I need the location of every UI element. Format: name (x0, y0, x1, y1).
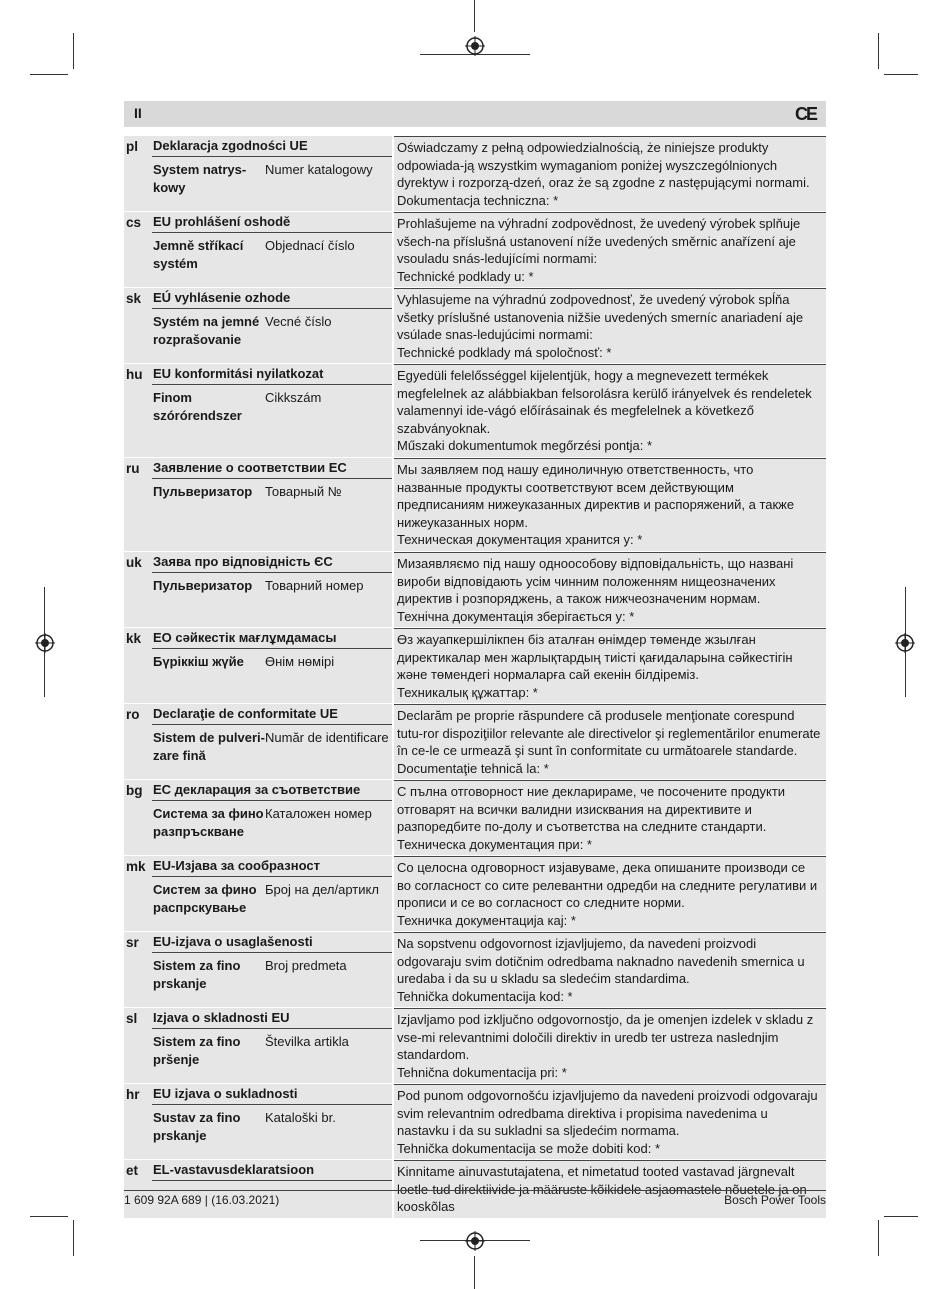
declaration-text (394, 704, 826, 779)
technical-docs: Tehnička dokumentacija se može dobiti kod: * (397, 1140, 661, 1156)
technical-docs: Documentaţie tehnică la: * (397, 760, 549, 776)
product-info (152, 233, 392, 273)
technical-docs: Technické podklady u: * (397, 268, 534, 284)
product-info (152, 877, 392, 917)
language-code: uk (126, 555, 142, 570)
declaration-row (124, 704, 826, 780)
declaration-title: Заявление о соответствии ЕС (152, 458, 392, 479)
declaration-text (394, 552, 826, 627)
product-info (152, 157, 392, 197)
declaration-row (124, 288, 826, 364)
product-name: Sistem za fino prskanje (153, 958, 241, 991)
product-info (152, 573, 392, 595)
language-code: bg (126, 783, 143, 798)
left-column (152, 932, 392, 993)
declaration-row (124, 364, 826, 458)
declaration-text (394, 212, 826, 287)
language-code: ro (126, 707, 140, 722)
declaration-body: Izjavljamo pod izključno odgovornostjo, da je omenjen izdelek v skladu z vse-mi relevantnimi določili direktiv in uredb ter ustreza naslednjim standardom. (397, 1012, 814, 1062)
product-name: Пульверизатор (153, 484, 253, 499)
technical-docs: Műszaki dokumentumok megőrzési pontja: * (397, 438, 653, 453)
product-name: Jemně stříkací systém (153, 238, 244, 271)
crop-mark (884, 74, 918, 75)
technical-docs: Dokumentacja techniczna: * (397, 192, 559, 208)
number-label: Numer katalogowy (265, 162, 373, 177)
left-column (152, 1084, 392, 1145)
declaration-body: Pod punom odgovornošću izjavljujemo da navedeni proizvodi odgovaraju svim relevantnim odredbama direktiva i propisima navedenima u nastavku i da su sukladni sa sljedećim normama. (397, 1088, 818, 1138)
left-column (152, 1160, 392, 1185)
declaration-title: ЕС декларация за съответствие (152, 780, 392, 801)
product-name: Sustav za fino prskanje (153, 1110, 241, 1143)
left-column (152, 136, 392, 197)
crop-mark (474, 0, 475, 32)
number-label: Objednací číslo (265, 238, 355, 253)
registration-icon (895, 633, 915, 653)
left-column (152, 856, 392, 917)
declaration-table (124, 136, 826, 1219)
language-code: kk (126, 631, 142, 646)
declaration-text (394, 136, 826, 211)
declaration-row (124, 552, 826, 628)
technical-docs: Tehnična dokumentacija pri: * (397, 1064, 567, 1080)
registration-icon (35, 633, 55, 653)
declaration-title: ЕО сәйкестік мағлұмдамасы (152, 628, 392, 649)
crop-mark (73, 1220, 74, 1256)
number-label: Број на дел/артикл (265, 882, 379, 897)
declaration-row (124, 628, 826, 704)
product-name: Система за фино разпръскване (153, 806, 264, 839)
language-code: hu (126, 367, 143, 382)
product-name: Systém na jemné rozprašovanie (153, 314, 260, 347)
language-code: hr (126, 1087, 140, 1102)
technical-docs: Техникалық құжаттар: * (397, 684, 538, 700)
product-name: Систем за фино распрскување (153, 882, 257, 915)
declaration-text (394, 1084, 826, 1159)
product-info (152, 801, 392, 841)
left-column (152, 704, 392, 765)
declaration-title: EU-izjava o usaglašenosti (152, 932, 392, 953)
declaration-body: Со целосна одговорност изјавуваме, дека опишаните производи се во согласност со сите релевантни одредби на следните регулативи и прописи и се во согласност со следните норми. (397, 860, 818, 910)
left-column (152, 1008, 392, 1069)
registration-icon (465, 36, 485, 56)
language-code: pl (126, 139, 138, 154)
registration-icon (465, 1231, 485, 1251)
declaration-text (394, 458, 826, 551)
technical-docs: Техническа документация при: * (397, 836, 592, 852)
technical-docs: Техничка документација кај: * (397, 912, 576, 928)
ce-mark: CE (794, 104, 816, 124)
declaration-body: Prohlašujeme na výhradní zodpovědnost, že uvedený výrobek splňuje všech-na příslušná ustanovení níže uvedených směrnic anařízení aje vsouladu snás-ledujícími normami: (397, 216, 801, 266)
product-info (152, 385, 392, 425)
product-name: Пульверизатор (153, 578, 253, 593)
left-column (152, 458, 392, 501)
language-code: sl (126, 1011, 138, 1026)
left-column (152, 364, 392, 425)
crop-mark (30, 1216, 68, 1217)
declaration-row (124, 780, 826, 856)
declaration-body: Egyedüli felelősséggel kijelentjük, hogy a megnevezett termékek megfelelnek az alábbiakban felsorolásra kerülő irányelvek és rendeletek valamennyi ide-vágó előírásainak és megfelelnek a következő szabványoknak. (397, 368, 812, 436)
declaration-title: ЕU-Изјава за сообразност (152, 856, 392, 877)
page-number: II (134, 105, 142, 121)
crop-mark (884, 1216, 918, 1217)
product-name: Finom szórórendszer (153, 390, 242, 423)
left-column (152, 552, 392, 595)
technical-docs: Техническая документация хранится у: * (397, 532, 643, 547)
declaration-title: EÚ vyhlásenie ozhode (152, 288, 392, 309)
declaration-title: Deklaracja zgodności UE (152, 136, 392, 157)
doc-code: 1 609 92A 689 | (16.03.2021) (124, 1193, 280, 1207)
crop-mark (878, 1220, 879, 1256)
declaration-body: Declarăm pe proprie răspundere că produsele menţionate corespund tutu-ror dispoziţiilor relevante ale directivelor şi reglementărilor enumerate în ce-le ce urmează şi sunt în conformitate cu următoarele standarde. (397, 708, 821, 758)
declaration-row (124, 856, 826, 932)
product-info (152, 309, 392, 349)
declaration-text (394, 1008, 826, 1083)
crop-mark (474, 1256, 475, 1289)
left-column (152, 212, 392, 273)
declaration-row (124, 932, 826, 1008)
declaration-body: Kinnitame ainuvastutajatena, et nimetatud tooted vastavad järgnevalt loetle-tud direktiivide ja määruste kõikidele asjaomastele nõuetele ja on kooskõlas (397, 1164, 807, 1214)
language-code: ru (126, 461, 140, 476)
number-label: Cikkszám (265, 390, 322, 405)
product-info (152, 1105, 392, 1145)
number-label: Товарний номер (265, 578, 364, 593)
technical-docs: Технічна документація зберігається у: * (397, 608, 635, 624)
technical-docs: Tehnička dokumentacija kod: * (397, 988, 573, 1004)
number-label: Товарный № (265, 484, 342, 499)
declaration-row (124, 136, 826, 212)
left-column (152, 780, 392, 841)
product-info (152, 1181, 392, 1185)
declaration-row (124, 1084, 826, 1160)
declaration-title: EU konformitási nyilatkozat (152, 364, 392, 385)
product-info (152, 649, 392, 671)
declaration-title: EU izjava o sukladnosti (152, 1084, 392, 1105)
left-column (152, 628, 392, 671)
crop-mark (73, 33, 74, 69)
declaration-body: Мизаявляємо під нашу одноособову відповідальність, що названі вироби відповідають усім чинним положенням нищеозначених директив і розпоряджень, а також нижчеозначеним нормам. (397, 556, 794, 606)
number-label: Številka artikla (265, 1034, 349, 1049)
declaration-text (394, 364, 826, 457)
number-label: Broj predmeta (265, 958, 347, 973)
declaration-body: Vyhlasujeme na výhradnú zodpovednosť, že uvedený výrobok spĺňa všetky príslušné ustanovenia nižšie uvedených smerníc anariadení aje vsúlade snas-ledujúcimi normami: (397, 292, 804, 342)
language-code: mk (126, 859, 146, 874)
technical-docs: Technické podklady má spoločnosť: * (397, 344, 612, 360)
declaration-text (394, 932, 826, 1007)
language-code: et (126, 1163, 139, 1178)
number-label: Kataloški br. (265, 1110, 336, 1125)
number-label: Өнім нөмірі (265, 654, 335, 669)
declaration-text (394, 856, 826, 931)
declaration-body: Мы заявляем под нашу единоличную ответственность, что названные продукты соответствуют всем действующим предписаниям нижеуказанных директив и распоряжений, а также нижеуказанных норм. (397, 462, 795, 530)
language-code: cs (126, 215, 142, 230)
product-info (152, 725, 392, 765)
declaration-body: С пълна отговорност ние декларираме, че посочените продукти отговарят на всички валидни изисквания на директивите и разпоредбите по-долу и съответства на следните стандарти. (397, 784, 786, 834)
product-name: Sistem za fino pršenje (153, 1034, 241, 1067)
brand-name: Bosch Power Tools (724, 1193, 826, 1207)
declaration-text (394, 1160, 826, 1218)
page-footer (124, 1190, 826, 1207)
declaration-title: Declaraţie de conformitate UE (152, 704, 392, 725)
declaration-body: Na sopstvenu odgovornost izjavljujemo, da navedeni proizvodi odgovaraju svim dotičnim odredbama naknadno navedenih smernica u uredaba i da su u skladu sa sledećim standardima. (397, 936, 805, 986)
crop-mark (878, 33, 879, 69)
number-label: Număr de identificare (265, 730, 389, 745)
declaration-body: Oświadczamy z pełną odpowiedzialnością, że niniejsze produkty odpowiada-ją wszystkim wymaganiom poniżej wyszczególnionych dyrektyw i rozporzą-dzeń, oraz że są zgodne z następującymi normami. (397, 140, 810, 190)
declaration-title: EL-vastavusdeklaratsioon (152, 1160, 392, 1181)
declaration-title: EU prohlášení oshodě (152, 212, 392, 233)
declaration-body: Өз жауапкершілікпен біз аталған өнімдер төменде жзылған директикалар мен жарлықтардың тиісті қағидаларына сәйкестігін және төмендегі нормаларға сай екенін білдіреміз. (397, 632, 793, 682)
number-label: Vecné číslo (265, 314, 332, 329)
product-info (152, 479, 392, 501)
product-name: Бүріккіш жүйе (153, 654, 244, 669)
product-name: Sistem de pulveri- zare fină (153, 730, 265, 763)
declaration-title: Izjava o skladnosti EU (152, 1008, 392, 1029)
declaration-row (124, 1008, 826, 1084)
language-code: sr (126, 935, 139, 950)
product-info (152, 953, 392, 993)
declaration-text (394, 628, 826, 703)
product-info (152, 1029, 392, 1069)
product-name: System natrys- kowy (153, 162, 247, 195)
crop-mark (30, 74, 68, 75)
left-column (152, 288, 392, 349)
declaration-title: Заява про відповідність ЄС (152, 552, 392, 573)
language-code: sk (126, 291, 142, 306)
declaration-row (124, 212, 826, 288)
page-header (124, 101, 826, 127)
number-label: Каталожен номер (265, 806, 372, 821)
declaration-text (394, 288, 826, 363)
declaration-row (124, 458, 826, 552)
declaration-text (394, 780, 826, 855)
